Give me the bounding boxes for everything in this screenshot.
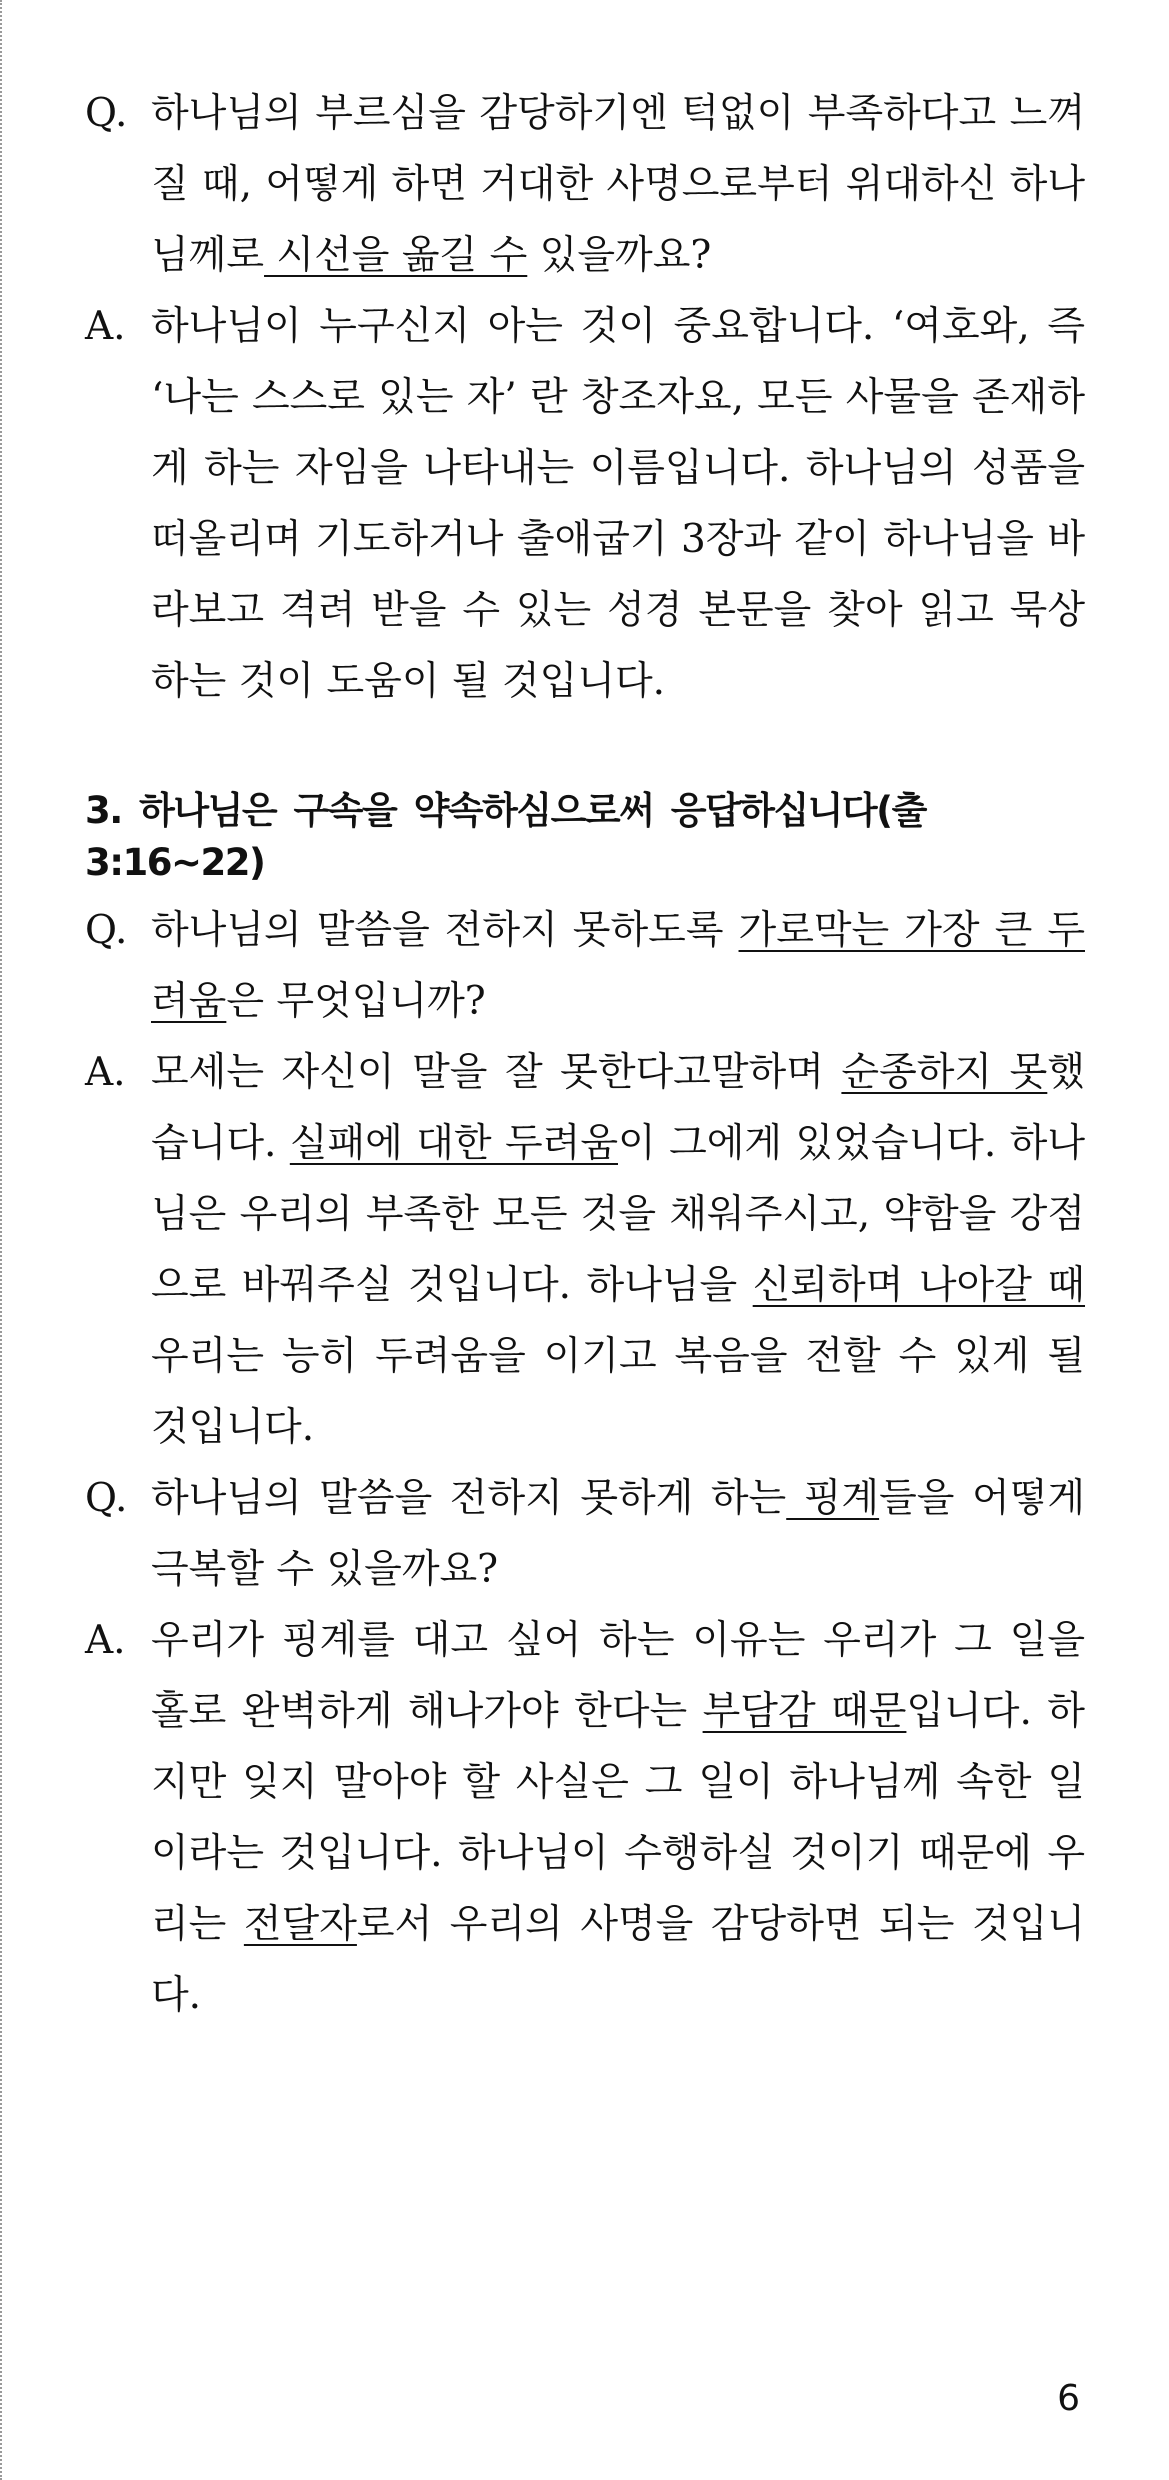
answer-text [151,291,1085,717]
answer-text-part: 했습니다. [151,1050,1085,1166]
question-text-part: 들을 어떻게 극복할 수 있을까요? [151,1476,1085,1592]
answer-text-part: 이 그에게 있었습니다. 하나님은 우리의 부족한 모든 것을 채워주시고, 약함을 강점으로 바꿔주실 것입니다. 하나님을 [151,1121,1085,1308]
question-text-part: 하나님의 부르심을 감당하기엔 턱없이 부족하다고 느껴질 때, 어떻게 하면 거대한 사명으로부터 위대하신 하나님께로 [151,91,1085,278]
answer-text-part: 로서 우리의 사명을 감당하면 되는 것입니다. [151,1902,1085,2018]
question-2 [85,895,1085,1037]
answer-marker: A. [85,1050,126,1095]
answer-text-part: 입니다. 하지만 잊지 말아야 할 사실은 그 일이 하나님께 속한 일이라는 것입니다. 하나님이 수행하실 것이기 때문에 우리는 [151,1689,1085,1947]
underlined-text: 시선을 옮길 수 [264,233,528,278]
answer-text-part: 우리가 핑계를 대고 싶어 하는 이유는 우리가 그 일을 홀로 완벽하게 해나가야 한다는 [151,1618,1085,1734]
answer-3 [85,1605,1085,2031]
question-marker: Q. [85,91,128,136]
underlined-text: 실패에 대한 두려움 [289,1121,618,1166]
underlined-text: 가로막는 가장 큰 두려움 [151,908,1085,1024]
question-text-part: 하나님의 말씀을 전하지 못하도록 [151,908,739,953]
question-marker: Q. [85,908,128,953]
answer-marker: A. [85,1618,126,1663]
question-text-part: 있을까요? [527,233,712,278]
answer-marker: A. [85,304,126,349]
underlined-text: 순종하지 못 [841,1050,1048,1095]
question-1 [85,78,1085,291]
question-text-part: 은 무엇입니까? [226,979,486,1024]
answer-text-part: 모세는 자신이 말을 잘 못한다고말하며 [151,1050,842,1095]
page-number: 6 [1057,2378,1080,2419]
question-text [151,78,1085,291]
question-3 [85,1463,1085,1605]
question-text [151,895,1085,1037]
question-text-part: 하나님의 말씀을 전하지 못하게 하는 [151,1476,787,1521]
section-heading: 3. 하나님은 구속을 약속하심으로써 응답하십니다(출 3:16~22) [85,789,926,884]
underlined-text: 전달자 [243,1902,357,1947]
answer-text [151,1037,1085,1463]
page-edge-dotted-line [0,0,2,2480]
page-content [85,78,1085,2031]
underlined-text: 핑계 [786,1476,880,1521]
answer-2 [85,1037,1085,1463]
underlined-text: 신뢰하며 나아갈 때 [752,1263,1086,1308]
underlined-text: 부담감 때문 [702,1689,907,1734]
answer-text-part: 우리는 능히 두려움을 이기고 복음을 전할 수 있게 될 것입니다. [151,1334,1085,1450]
question-text [151,1463,1085,1605]
answer-text [151,1605,1085,2031]
question-marker: Q. [85,1476,128,1521]
answer-text-part: 하나님이 누구신지 아는 것이 중요합니다. ‘여호와, 즉 ‘나는 스스로 있는 자’ 란 창조자요, 모든 사물을 존재하게 하는 자임을 나타내는 이름입니다. 하나님의 성품을 떠올리며 기도하거나 출애굽기 3장과 같이 하나님을 바라보고 격려 받을 수 있는 성경 본문을 찾아 읽고 묵상하는 것이 도움이 될 것입니다. [151,304,1085,704]
answer-1 [85,291,1085,717]
